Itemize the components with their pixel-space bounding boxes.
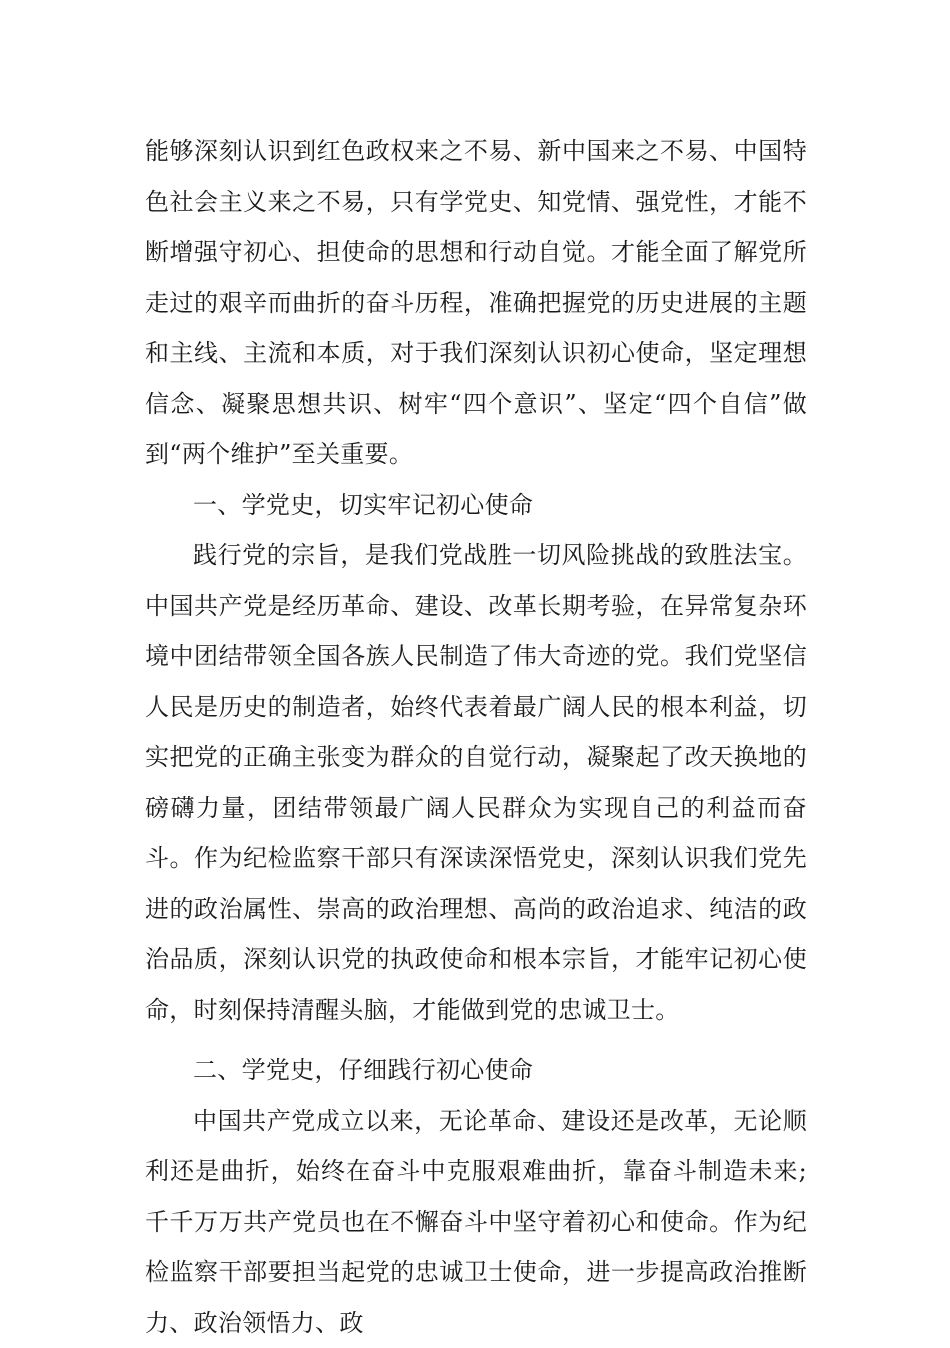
section-heading-1: 一、学党史，切实牢记初心使命 [145,480,807,531]
paragraph-continuation: 能够深刻认识到红色政权来之不易、新中国来之不易、中国特色社会主义来之不易，只有学党史、知党情、强党性，才能不断增强守初心、担使命的思想和行动自觉。才能全面了解党所走过的艰辛而曲折的奋斗历程，准确把握党的历史进展的主题和主线、主流和本质，对于我们深刻认识初心使命，坚定理想信念、凝聚思想共识、树牢“四个意识”、坚定“四个自信”做到“两个维护”至关重要。 [145,126,807,480]
document-body [145,126,807,1348]
paragraph-section-1: 践行党的宗旨，是我们党战胜一切风险挑战的致胜法宝。中国共产党是经历革命、建设、改革长期考验，在异常复杂环境中团结带领全国各族人民制造了伟大奇迹的党。我们党坚信人民是历史的制造者，始终代表着最广阔人民的根本利益，切实把党的正确主张变为群众的自觉行动，凝聚起了改天换地的磅礴力量，团结带领最广阔人民群众为实现自己的利益而奋斗。作为纪检监察干部只有深读深悟党史，深刻认识我们党先进的政治属性、崇高的政治理想、高尚的政治追求、纯洁的政治品质，深刻认识党的执政使命和根本宗旨，才能牢记初心使命，时刻保持清醒头脑，才能做到党的忠诚卫士。 [145,530,807,1035]
section-heading-2: 二、学党史，仔细践行初心使命 [145,1045,807,1096]
paragraph-section-2: 中国共产党成立以来，无论革命、建设还是改革，无论顺利还是曲折，始终在奋斗中克服艰难曲折，靠奋斗制造未来;千千万万共产党员也在不懈奋斗中坚守着初心和使命。作为纪检监察干部要担当起党的忠诚卫士使命，进一步提高政治推断力、政治领悟力、政 [145,1096,807,1348]
